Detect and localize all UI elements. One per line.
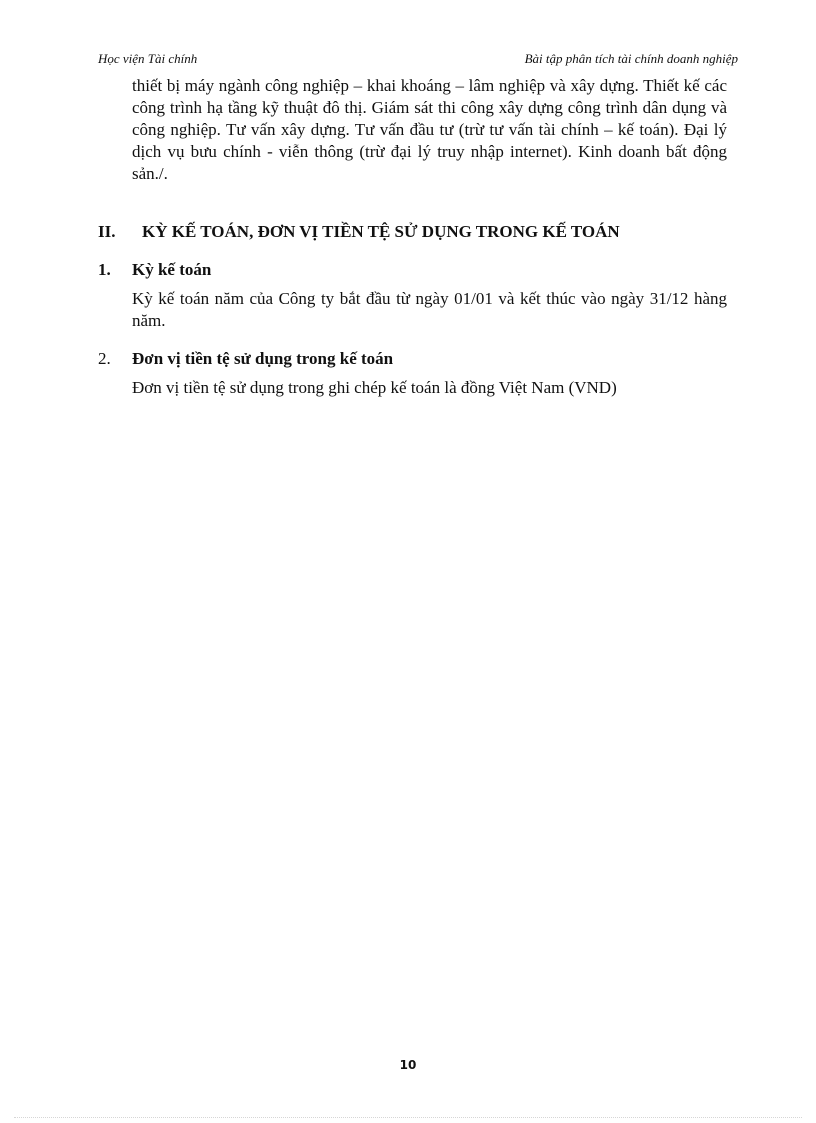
subsection-body-2: Đơn vị tiền tệ sử dụng trong ghi chép kế toán là đồng Việt Nam (VND)	[132, 378, 617, 397]
section-number: II.	[98, 222, 116, 241]
section-title: KỲ KẾ TOÁN, ĐƠN VỊ TIỀN TỆ SỬ DỤNG TRONG KẾ TOÁN	[142, 222, 620, 241]
header-institution: Học viện Tài chính	[98, 51, 198, 66]
subsection-title: Đơn vị tiền tệ sử dụng trong kế toán	[132, 349, 394, 368]
page-header	[98, 50, 738, 68]
page-number: 10	[399, 1058, 417, 1072]
subsection-number: 2.	[98, 349, 111, 368]
intro-paragraph: thiết bị máy ngành công nghiệp – khai khoáng – lâm nghiệp và xây dựng. Thiết kế các công trình hạ tầng kỹ thuật đô thị. Giám sát thi công xây dựng công trình dân dụng và công nghiệp. Tư vấn xây dựng. Tư vấn đầu tư (trừ tư vấn tài chính – kế toán). Đại lý dịch vụ bưu chính - viễn thông (trừ đại lý truy nhập internet). Kinh doanh bất động sản./.	[132, 76, 727, 183]
subsection-title: Kỳ kế toán	[132, 260, 212, 279]
subsection-number: 1.	[98, 260, 111, 279]
page-bottom-divider	[14, 1117, 802, 1118]
subsection-body-1: Kỳ kế toán năm của Công ty bắt đầu từ ngày 01/01 và kết thúc vào ngày 31/12 hàng năm.	[132, 289, 727, 330]
header-document-title: Bài tập phân tích tài chính doanh nghiệp	[524, 51, 738, 66]
